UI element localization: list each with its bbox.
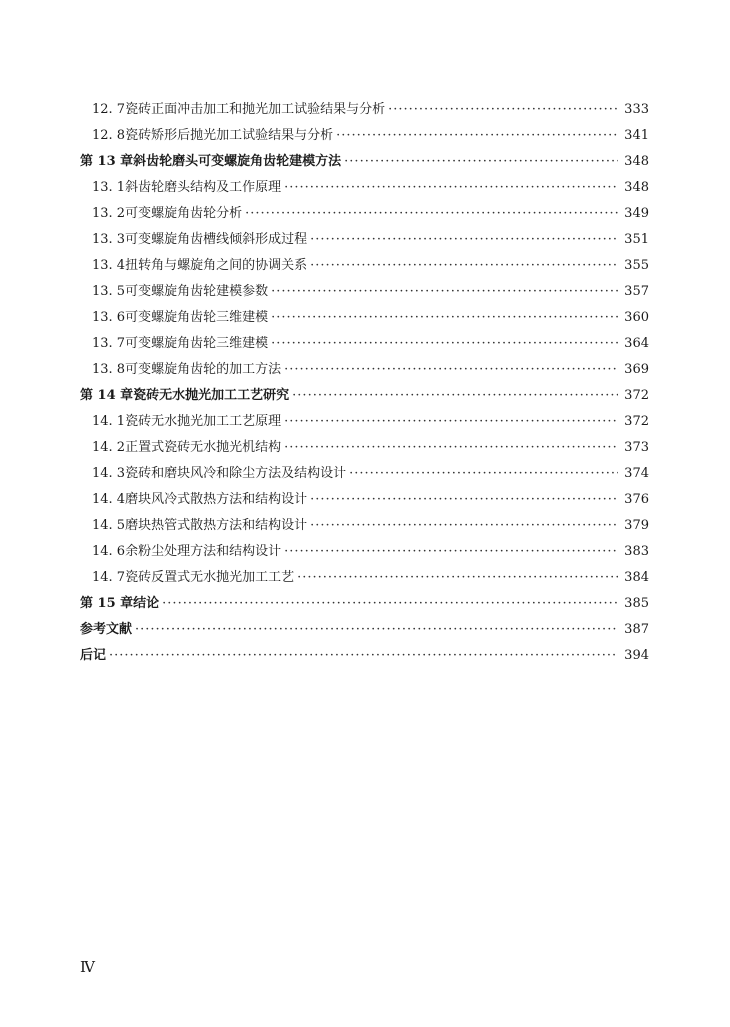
page-number: 387 [624, 622, 649, 637]
toc-entry [80, 383, 649, 409]
section-number: 13. 5 [92, 284, 126, 299]
toc-entry [80, 331, 649, 357]
section-number: 14. 1 [92, 414, 126, 429]
section-number: 14. 4 [92, 492, 126, 507]
toc-entry [80, 149, 649, 175]
entry-title: 瓷砖反置式无水抛光加工工艺 [125, 570, 295, 585]
toc-entry [80, 253, 649, 279]
dot-leader [284, 539, 618, 565]
dot-leader [388, 97, 618, 123]
dot-leader [336, 123, 618, 149]
section-number: 12. 7 [92, 102, 126, 117]
toc-entry [80, 279, 649, 305]
dot-leader [310, 253, 618, 279]
section-number: 13. 3 [92, 232, 126, 247]
chapter-number: 第 15 章 [80, 596, 134, 611]
toc-entry [80, 201, 649, 227]
toc-entry [80, 227, 649, 253]
page-number: 373 [624, 440, 649, 455]
page-number: 394 [624, 648, 649, 663]
toc-entry [80, 409, 649, 435]
toc-entry [80, 617, 649, 643]
entry-title: 可变螺旋角齿轮三维建模 [125, 336, 269, 351]
section-number: 12. 8 [92, 128, 126, 143]
table-of-contents [80, 97, 649, 669]
entry-title: 瓷砖矫形后抛光加工试验结果与分析 [125, 128, 334, 143]
section-number: 14. 6 [92, 544, 126, 559]
page-number: 333 [624, 102, 649, 117]
page-number: 360 [624, 310, 649, 325]
toc-entry [80, 591, 649, 617]
toc-entry [80, 123, 649, 149]
entry-title: 斜齿轮磨头结构及工作原理 [125, 180, 282, 195]
entry-title: 斜齿轮磨头可变螺旋角齿轮建模方法 [133, 154, 342, 169]
entry-title: 可变螺旋角齿轮三维建模 [125, 310, 269, 325]
entry-title: 磨块风冷式散热方法和结构设计 [125, 492, 308, 507]
toc-entry [80, 487, 649, 513]
page-number: 385 [624, 596, 649, 611]
chapter-number: 第 14 章 [80, 388, 134, 403]
page-number: 348 [624, 154, 649, 169]
entry-title: 可变螺旋角齿槽线倾斜形成过程 [125, 232, 308, 247]
section-number: 13. 7 [92, 336, 126, 351]
entry-title: 瓷砖无水抛光加工工艺原理 [125, 414, 282, 429]
dot-leader [310, 513, 618, 539]
dot-leader [310, 487, 618, 513]
dot-leader [284, 409, 618, 435]
toc-entry [80, 357, 649, 383]
entry-title: 扭转角与螺旋角之间的协调关系 [125, 258, 308, 273]
page-number: 341 [624, 128, 649, 143]
dot-leader [297, 565, 618, 591]
page-number: 383 [624, 544, 649, 559]
section-number: 13. 8 [92, 362, 126, 377]
page-number: 351 [624, 232, 649, 247]
entry-title: 后记 [80, 648, 107, 663]
chapter-number: 第 13 章 [80, 154, 134, 169]
page-number: 348 [624, 180, 649, 195]
section-number: 14. 7 [92, 570, 126, 585]
section-number: 14. 3 [92, 466, 126, 481]
page-folio: Ⅳ [80, 958, 95, 976]
toc-entry [80, 513, 649, 539]
page-number: 372 [624, 388, 649, 403]
page-number: 364 [624, 336, 649, 351]
entry-title: 瓷砖和磨块风冷和除尘方法及结构设计 [125, 466, 347, 481]
dot-leader [284, 175, 618, 201]
dot-leader [271, 279, 618, 305]
dot-leader [284, 357, 618, 383]
dot-leader [292, 383, 618, 409]
dot-leader [162, 591, 618, 617]
dot-leader [284, 435, 618, 461]
toc-entry [80, 461, 649, 487]
page-number: 357 [624, 284, 649, 299]
dot-leader [271, 305, 618, 331]
dot-leader [344, 149, 618, 175]
section-number: 13. 1 [92, 180, 126, 195]
page-number: 384 [624, 570, 649, 585]
entry-title: 结论 [133, 596, 160, 611]
dot-leader [135, 617, 618, 643]
toc-entry [80, 643, 649, 669]
toc-entry [80, 305, 649, 331]
entry-title: 可变螺旋角齿轮的加工方法 [125, 362, 282, 377]
page-number: 374 [624, 466, 649, 481]
page-number: 355 [624, 258, 649, 273]
section-number: 14. 5 [92, 518, 126, 533]
toc-entry [80, 175, 649, 201]
page-number: 379 [624, 518, 649, 533]
page-number: 369 [624, 362, 649, 377]
entry-title: 磨块热管式散热方法和结构设计 [125, 518, 308, 533]
dot-leader [349, 461, 618, 487]
toc-entry [80, 435, 649, 461]
toc-entry [80, 565, 649, 591]
page-number: 372 [624, 414, 649, 429]
section-number: 13. 6 [92, 310, 126, 325]
dot-leader [109, 643, 618, 669]
page-number: 349 [624, 206, 649, 221]
section-number: 13. 2 [92, 206, 126, 221]
section-number: 14. 2 [92, 440, 126, 455]
section-number: 13. 4 [92, 258, 126, 273]
entry-title: 可变螺旋角齿轮分析 [125, 206, 243, 221]
entry-title: 瓷砖正面冲击加工和抛光加工试验结果与分析 [125, 102, 386, 117]
entry-title: 可变螺旋角齿轮建模参数 [125, 284, 269, 299]
toc-entry [80, 97, 649, 123]
page-number: 376 [624, 492, 649, 507]
entry-title: 瓷砖无水抛光加工工艺研究 [133, 388, 290, 403]
dot-leader [310, 227, 618, 253]
dot-leader [245, 201, 618, 227]
entry-title: 正置式瓷砖无水抛光机结构 [125, 440, 282, 455]
toc-entry [80, 539, 649, 565]
entry-title: 余粉尘处理方法和结构设计 [125, 544, 282, 559]
entry-title: 参考文献 [80, 622, 133, 637]
dot-leader [271, 331, 618, 357]
